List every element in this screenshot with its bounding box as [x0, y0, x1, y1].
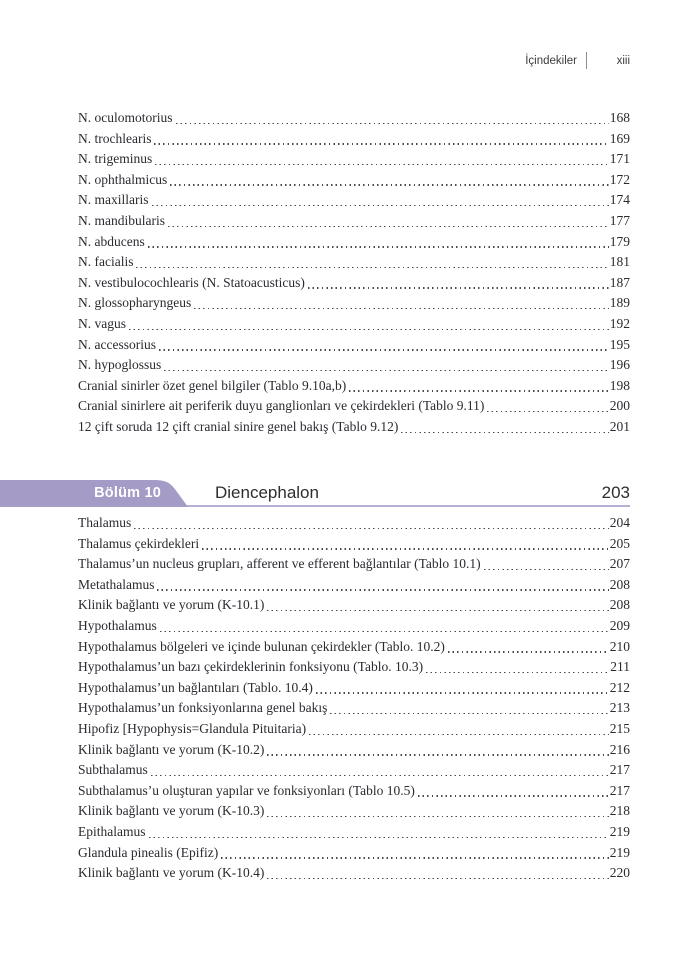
running-head-folio: xiii	[616, 54, 630, 67]
toc-entry-row	[78, 232, 630, 253]
toc-entry-row	[78, 273, 630, 294]
toc-entry-title: Hypothalamus bölgeleri ve içinde bulunan çekirdekler (Tablo. 10.2)	[78, 638, 445, 654]
toc-entry-row	[78, 293, 630, 314]
toc-entry-title: Cranial sinirler özet genel bilgiler (Tablo 9.10a,b)	[78, 377, 347, 393]
toc-entry-title: Hypothalamus	[78, 617, 157, 633]
toc-entry-page-number: 213	[609, 700, 630, 716]
running-head-title: İçindekiler	[525, 54, 577, 67]
toc-entry-title: N. abducens	[78, 233, 145, 249]
toc-entry-page-number: 187	[609, 274, 630, 290]
toc-entry-page-number: 215	[609, 720, 630, 736]
toc-entry-page-number: 189	[609, 295, 630, 311]
toc-entry-page-number: 208	[609, 597, 630, 613]
dot-leader	[267, 878, 608, 879]
toc-entry-page-number: 210	[609, 638, 630, 654]
toc-entry-title: N. accessorius	[78, 336, 156, 352]
toc-entry-page-number: 212	[609, 679, 630, 695]
toc-entry-page-number: 195	[609, 336, 630, 352]
toc-entry-row	[78, 314, 630, 335]
dot-leader	[136, 267, 608, 268]
dot-leader	[330, 713, 608, 714]
toc-entry-page-number: 219	[609, 844, 630, 860]
toc-entry-title: N. trigeminus	[78, 151, 153, 167]
toc-entry-title: Hypothalamus’un fonksiyonlarına genel bakış	[78, 700, 328, 716]
toc-entry-title: N. ophthalmicus	[78, 171, 168, 187]
toc-entry-row	[78, 417, 630, 438]
toc-list-cranial-nerves	[78, 108, 630, 438]
dot-leader	[149, 837, 609, 838]
dot-leader	[170, 184, 609, 185]
dot-leader	[426, 672, 609, 673]
dot-leader	[134, 528, 609, 529]
dot-leader	[148, 246, 609, 247]
dot-leader	[267, 610, 608, 611]
toc-entry-title: Klinik bağlantı ve yorum (K-10.2)	[78, 741, 265, 757]
toc-entry-page-number: 179	[609, 233, 630, 249]
running-head	[525, 52, 630, 69]
toc-entry-row	[78, 575, 630, 596]
dot-leader	[316, 692, 609, 693]
dot-leader	[202, 548, 609, 549]
toc-entry-page-number: 192	[609, 315, 630, 331]
dot-leader	[168, 226, 609, 227]
toc-entry-row	[78, 376, 630, 397]
dot-leader	[308, 287, 609, 288]
toc-entry-row	[78, 335, 630, 356]
chapter-banner	[0, 480, 690, 508]
toc-entry-title: Klinik bağlantı ve yorum (K-10.3)	[78, 803, 265, 819]
toc-entry-title: Thalamus çekirdekleri	[78, 535, 200, 551]
dot-leader	[401, 432, 608, 433]
toc-entry-page-number: 218	[609, 803, 630, 819]
toc-entry-page-number: 201	[609, 418, 630, 434]
toc-entry-row	[78, 843, 630, 864]
toc-entry-row	[78, 678, 630, 699]
toc-entry-row	[78, 252, 630, 273]
toc-entry-row	[78, 863, 630, 884]
toc-entry-page-number: 171	[609, 151, 630, 167]
toc-entry-row	[78, 760, 630, 781]
toc-entry-title: Klinik bağlantı ve yorum (K-10.4)	[78, 865, 265, 881]
dot-leader	[164, 370, 608, 371]
toc-entry-title: N. hypoglossus	[78, 357, 162, 373]
toc-entry-row	[78, 513, 630, 534]
dot-leader	[160, 631, 609, 632]
toc-list-chapter-10	[78, 513, 630, 884]
toc-entry-title: N. mandibularis	[78, 212, 165, 228]
toc-entry-page-number: 211	[610, 659, 630, 675]
toc-entry-title: Thalamus’un nucleus grupları, afferent ve efferent bağlantılar (Tablo 10.1)	[78, 556, 481, 572]
toc-entry-row	[78, 616, 630, 637]
toc-entry-row	[78, 801, 630, 822]
toc-entry-title: Subthalamus’u oluşturan yapılar ve fonksiyonları (Tablo 10.5)	[78, 782, 415, 798]
toc-entry-row	[78, 822, 630, 843]
toc-entry-page-number: 181	[609, 254, 630, 270]
toc-entry-page-number: 174	[609, 192, 630, 208]
toc-entry-row	[78, 129, 630, 150]
toc-entry-page-number: 169	[609, 130, 630, 146]
toc-entry-title: Glandula pinealis (Epifiz)	[78, 844, 219, 860]
toc-entry-title: Metathalamus	[78, 576, 155, 592]
toc-entry-title: Klinik bağlantı ve yorum (K-10.1)	[78, 597, 265, 613]
toc-entry-page-number: 177	[609, 212, 630, 228]
toc-entry-row	[78, 149, 630, 170]
toc-entry-page-number: 172	[609, 171, 630, 187]
toc-entry-title: N. maxillaris	[78, 192, 149, 208]
toc-entry-row	[78, 740, 630, 761]
toc-entry-title: Thalamus	[78, 515, 132, 530]
toc-entry-title: N. glossopharyngeus	[78, 295, 192, 311]
dot-leader	[194, 308, 609, 309]
toc-entry-title: N. facialis	[78, 254, 134, 270]
toc-entry-row	[78, 211, 630, 232]
toc-entry-page-number: 205	[609, 535, 630, 551]
toc-entry-page-number: 216	[609, 741, 630, 757]
toc-entry-row	[78, 554, 630, 575]
toc-entry-row	[78, 719, 630, 740]
toc-entry-title: Cranial sinirlere ait periferik duyu ganglionları ve çekirdekleri (Tablo 9.11)	[78, 398, 485, 414]
toc-entry-page-number: 220	[609, 865, 630, 881]
toc-entry-page-number: 198	[609, 377, 630, 393]
dot-leader	[267, 816, 608, 817]
toc-entry-title: Hypothalamus’un bazı çekirdeklerinin fonksiyonu (Tablo. 10.3)	[78, 659, 424, 675]
dot-leader	[155, 164, 609, 165]
toc-entry-page-number: 208	[609, 576, 630, 592]
toc-entry-title: Epithalamus	[78, 823, 146, 839]
running-head-divider	[586, 52, 587, 69]
toc-entry-page-number: 200	[609, 398, 630, 414]
toc-entry-row	[78, 190, 630, 211]
toc-entry-row	[78, 355, 630, 376]
dot-leader	[309, 734, 609, 735]
toc-entry-row	[78, 698, 630, 719]
toc-entry-title: 12 çift soruda 12 çift cranial sinire genel bakış (Tablo 9.12)	[78, 418, 399, 434]
toc-entry-page-number: 217	[609, 762, 630, 778]
dot-leader	[176, 123, 609, 124]
toc-entry-row	[78, 108, 630, 129]
toc-entry-title: Hipofiz [Hypophysis=Glandula Pituitaria)	[78, 720, 307, 736]
toc-entry-row	[78, 595, 630, 616]
toc-entry-title: N. trochlearis	[78, 130, 152, 146]
dot-leader	[154, 143, 608, 144]
toc-entry-title: N. vagus	[78, 315, 126, 331]
dot-leader	[267, 754, 608, 755]
dot-leader	[129, 329, 609, 330]
toc-entry-row	[78, 637, 630, 658]
toc-entry-page-number: 209	[609, 617, 630, 633]
toc-entry-title: Hypothalamus’un bağlantıları (Tablo. 10.4)	[78, 679, 313, 695]
toc-entry-row	[78, 170, 630, 191]
toc-entry-title: N. vestibulocochlearis (N. Statoacusticus)	[78, 274, 305, 290]
dot-leader	[484, 569, 609, 570]
chapter-page-number: 203	[601, 483, 630, 502]
toc-entry-page-number: 217	[609, 782, 630, 798]
toc-entry-title: Subthalamus	[78, 762, 148, 778]
dot-leader	[151, 775, 609, 776]
toc-entry-page-number: 168	[609, 110, 630, 125]
toc-entry-page-number: 204	[609, 515, 630, 530]
dot-leader	[349, 390, 609, 391]
chapter-number-label: Bölüm 10	[94, 485, 161, 501]
toc-entry-page-number: 207	[609, 556, 630, 572]
dot-leader	[159, 349, 609, 350]
dot-leader	[487, 411, 608, 412]
toc-entry-row	[78, 396, 630, 417]
chapter-title: Diencephalon	[215, 483, 319, 502]
toc-entry-row	[78, 781, 630, 802]
dot-leader	[152, 205, 609, 206]
dot-leader	[221, 857, 609, 858]
toc-entry-row	[78, 534, 630, 555]
dot-leader	[448, 651, 609, 652]
toc-entry-row	[78, 657, 630, 678]
toc-entry-page-number: 219	[609, 823, 630, 839]
dot-leader	[157, 589, 608, 590]
dot-leader	[418, 795, 609, 796]
toc-entry-page-number: 196	[609, 357, 630, 373]
toc-entry-title: N. oculomotorius	[78, 110, 173, 125]
